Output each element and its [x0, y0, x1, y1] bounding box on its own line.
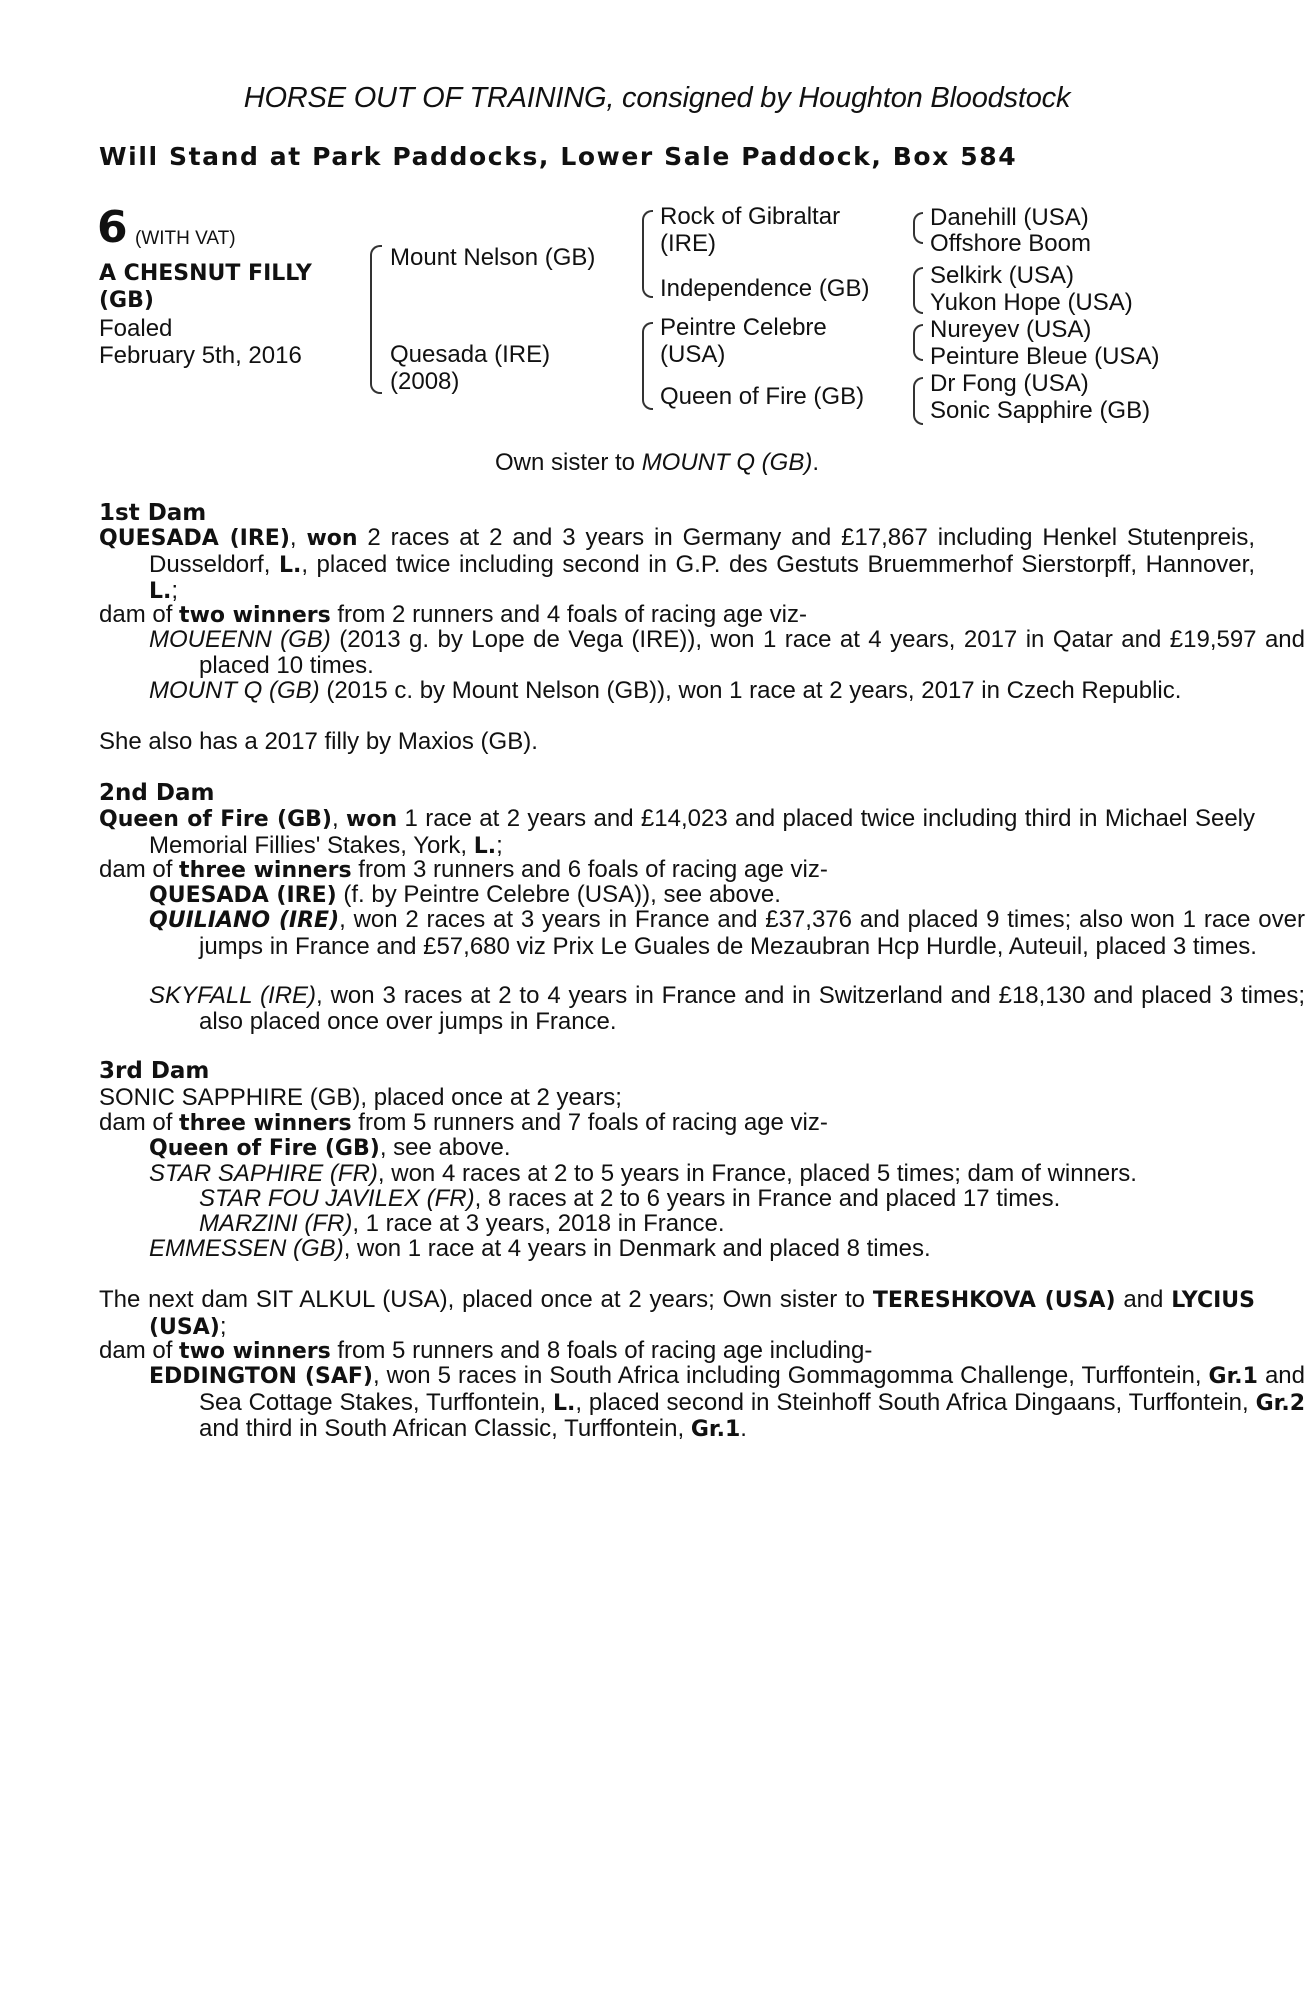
pedigree-brace-dam	[642, 322, 653, 410]
pedigree-brace-parents	[370, 245, 382, 394]
pedigree-ggp: Yukon Hope (USA)	[930, 289, 1133, 316]
second-dam-name: Queen of Fire (GB)	[99, 807, 332, 832]
pedigree-sire-sire-line2: (IRE)	[660, 230, 716, 257]
pedigree-ggp: Sonic Sapphire (GB)	[930, 397, 1151, 424]
pedigree-dam-sire-line2: (USA)	[660, 341, 726, 368]
lot-description	[99, 260, 389, 314]
pedigree-sire-sire-line1: Rock of Gibraltar	[660, 203, 841, 230]
third-dam-heading: 3rd Dam	[99, 1058, 210, 1084]
second-dam-record: Queen of Fire (GB), won 1 race at 2 years and £14,023 and placed twice including third in Michael Seely Memorial Fillies' Stakes, York, L.;	[99, 805, 1256, 859]
first-dam-produce-summary: dam of two winners from 2 runners and 4 foals of racing age viz-	[99, 601, 807, 628]
pedigree-sire: Mount Nelson (GB)	[390, 244, 596, 271]
first-dam-record: QUESADA (IRE), won 2 races at 2 and 3 years in Germany and £17,867 including Henkel Stutenpreis, Dusseldorf, L., placed twice including second in G.P. des Gestuts Bruemmerhof Sierstorpff, Hannover, L.;	[99, 524, 1255, 604]
pedigree-brace-sire	[642, 210, 653, 298]
pedigree-brace-ggp3	[913, 324, 923, 361]
vat-note: (WITH VAT)	[135, 228, 236, 249]
third-dam-record: SONIC SAPPHIRE (GB), placed once at 2 years;	[99, 1084, 622, 1111]
pedigree-sire-dam: Independence (GB)	[660, 275, 870, 302]
pedigree-ggp: Peinture Bleue (USA)	[930, 343, 1160, 370]
first-dam-also: She also has a 2017 filly by Maxios (GB).	[99, 728, 538, 755]
pedigree-brace-ggp1	[913, 212, 923, 244]
third-dam-produce-item: STAR SAPHIRE (FR), won 4 races at 2 to 5 years in France, placed 5 times; dam of winners.	[149, 1160, 1137, 1187]
first-dam-produce-item: MOUEENN (GB) (2013 g. by Lope de Vega (IRE)), won 1 race at 4 years, 2017 in Qatar and £19,597 and placed 10 times.	[149, 626, 1306, 679]
pedigree-ggp: Nureyev (USA)	[930, 316, 1092, 343]
pedigree-brace-ggp4	[913, 377, 923, 425]
pedigree-brace-ggp2	[913, 267, 923, 314]
stable-location: Will Stand at Park Paddocks, Lower Sale Paddock, Box 584	[99, 142, 1018, 171]
own-sister-horse: MOUNT Q (GB)	[641, 449, 813, 476]
consignor-line: HORSE OUT OF TRAINING, consigned by Houghton Bloodstock	[243, 82, 1071, 114]
second-dam-produce-item: QUESADA (IRE) (f. by Peintre Celebre (USA)), see above.	[149, 881, 781, 908]
pedigree-dam-line1: Quesada (IRE)	[390, 341, 551, 368]
lot-number: 6	[97, 202, 128, 253]
lot-description-line2: (GB)	[99, 288, 154, 313]
second-dam-produce-item: QUILIANO (IRE), won 2 races at 3 years in France and £37,376 and placed 9 times; also won 1 race over jumps in France and £57,680 viz Prix Le Guales de Mezaubran Hcp Hurdle, Auteuil, placed 3 times.	[149, 906, 1305, 960]
first-dam-produce-item: MOUNT Q (GB) (2015 c. by Mount Nelson (GB)), won 1 race at 2 years, 2017 in Czech Republic.	[149, 677, 1182, 704]
pedigree-dam-line2: (2008)	[390, 368, 460, 395]
pedigree-ggp: Selkirk (USA)	[930, 262, 1075, 289]
foaled-label: Foaled	[99, 315, 173, 342]
third-dam-produce-summary: dam of three winners from 5 runners and 7 foals of racing age viz-	[99, 1109, 828, 1136]
own-sister-note: Own sister to MOUNT Q (GB).	[494, 449, 820, 476]
pedigree-dam	[390, 341, 550, 395]
third-dam-produce-item: MARZINI (FR), 1 race at 3 years, 2018 in France.	[199, 1210, 725, 1237]
second-dam-produce-summary: dam of three winners from 3 runners and 6 foals of racing age viz-	[99, 856, 828, 883]
next-dam-record: The next dam SIT ALKUL (USA), placed once at 2 years; Own sister to TERESHKOVA (USA) and LYCIUS (USA);	[99, 1286, 1255, 1340]
next-dam-produce-item: EDDINGTON (SAF), won 5 races in South Africa including Gommagomma Challenge, Turffontein, Gr.1 and Sea Cottage Stakes, Turffontein, L., placed second in Steinhoff South Africa Dingaans, Turffontein, Gr.2 and third in South African Classic, Turffontein, Gr.1.	[149, 1362, 1306, 1442]
third-dam-produce-item: STAR FOU JAVILEX (FR), 8 races at 2 to 6 years in France and placed 17 times.	[199, 1185, 1061, 1212]
pedigree-dam-sire	[660, 314, 827, 368]
pedigree-ggp: Danehill (USA)	[930, 204, 1089, 231]
pedigree-ggp: Offshore Boom	[930, 230, 1091, 257]
pedigree-sire-sire	[660, 203, 840, 257]
first-dam-name: QUESADA (IRE)	[99, 526, 290, 551]
second-dam-produce-item: SKYFALL (IRE), won 3 races at 2 to 4 years in France and in Switzerland and £18,130 and placed 3 times; also placed once over jumps in France.	[149, 982, 1305, 1035]
lot-description-line1: A CHESNUT FILLY	[99, 261, 312, 286]
pedigree-dam-dam: Queen of Fire (GB)	[660, 383, 865, 410]
pedigree-ggp: Dr Fong (USA)	[930, 370, 1089, 397]
next-dam-produce-summary: dam of two winners from 5 runners and 8 foals of racing age including-	[99, 1337, 873, 1364]
foaled-date: February 5th, 2016	[99, 342, 302, 369]
pedigree-dam-sire-line1: Peintre Celebre	[660, 314, 827, 341]
second-dam-heading: 2nd Dam	[99, 780, 215, 806]
third-dam-produce-item: Queen of Fire (GB), see above.	[149, 1134, 511, 1161]
first-dam-heading: 1st Dam	[99, 500, 207, 526]
third-dam-produce-item: EMMESSEN (GB), won 1 race at 4 years in Denmark and placed 8 times.	[149, 1235, 931, 1262]
